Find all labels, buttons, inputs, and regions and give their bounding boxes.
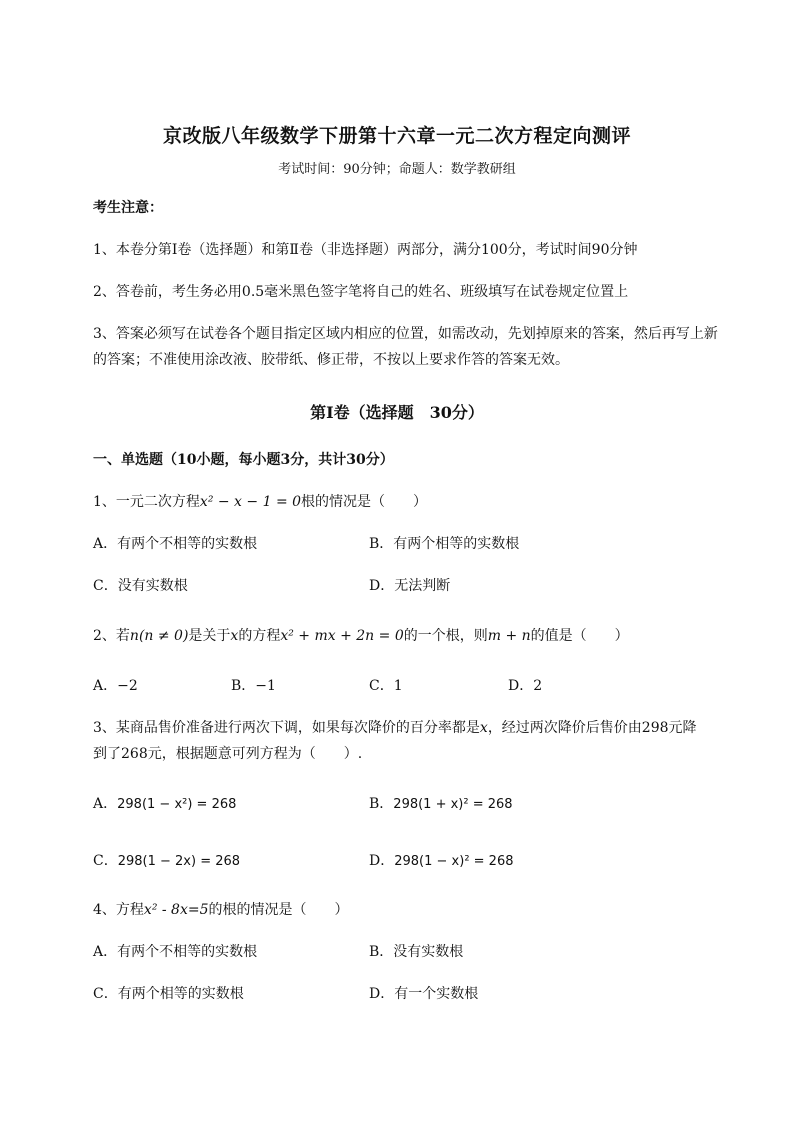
q3-option-d-equation: 298(1 − x)² = 268: [394, 854, 514, 869]
notice-item-2: 2、答卷前，考生务必用0.5毫米黑色签字笔将自己的姓名、班级填写在试卷规定位置上: [93, 284, 629, 300]
q3-option-b: [369, 794, 513, 815]
q3-text-2: ，经过两次降价后售价由298元降: [487, 720, 697, 736]
q4-text: 4、方程: [93, 902, 144, 918]
q2-math-4: m + n: [487, 628, 531, 644]
q1-option-a: A．有两个不相等的实数根: [93, 536, 258, 552]
q4-option-d: D．有一个实数根: [369, 986, 479, 1002]
q3-option-c-label: C．: [93, 853, 118, 869]
question-2-stem: [93, 626, 629, 646]
notice-item-3: 3、答案必须写在试卷各个题目指定区域内相应的位置，如需改动，先划掉原来的答案，然后再写上新: [93, 326, 718, 342]
q1-option-d: D．无法判断: [369, 578, 451, 594]
q3-option-a-label: A．: [93, 796, 118, 812]
q1-text: 1、一元二次方程: [93, 494, 200, 510]
question-3-stem-cont: 到了268元，根据题意可列方程为（ ）.: [93, 746, 363, 762]
q3-math: x: [479, 720, 488, 736]
question-1-stem: [93, 492, 427, 512]
q2-option-a: A．−2: [93, 678, 138, 694]
q2-text-2: 是关于: [188, 628, 231, 644]
q2-text-5: 的值是（ ）: [530, 628, 629, 644]
q1-equation: x² − x − 1 = 0: [199, 494, 302, 510]
notice-heading: 考生注意：: [93, 200, 163, 216]
q2-math-3: x² + mx + 2n = 0: [280, 628, 404, 644]
q3-option-d: [369, 851, 514, 872]
q4-option-b: B．没有实数根: [369, 944, 464, 960]
q3-option-d-label: D．: [369, 853, 395, 869]
notice-item-3-cont: 的答案；不准使用涂改液、胶带纸、修正带，不按以上要求作答的答案无效。: [93, 352, 569, 368]
q4-option-a: A．有两个不相等的实数根: [93, 944, 258, 960]
page-title: 京改版八年级数学下册第十六章一元二次方程定向测评: [162, 125, 631, 147]
q3-text-1: 3、某商品售价准备进行两次下调，如果每次降价的百分率都是: [93, 720, 480, 736]
q3-option-a-equation: 298(1 − x²) = 268: [117, 797, 237, 812]
question-4-stem: [93, 900, 349, 920]
q1-option-b: B．有两个相等的实数根: [369, 536, 520, 552]
part-heading: 一、单选题（10小题，每小题3分，共计30分）: [93, 452, 394, 468]
q1-option-c: C．没有实数根: [93, 578, 188, 594]
q4-option-c: C．有两个相等的实数根: [93, 986, 244, 1002]
q3-option-c-equation: 298(1 − 2x) = 268: [117, 854, 241, 869]
section-title: 第I卷（选择题 30分）: [310, 403, 484, 422]
q2-text-3: 的方程: [238, 628, 281, 644]
q1-text-end: 根的情况是（ ）: [301, 494, 428, 510]
q3-option-b-label: B．: [369, 796, 394, 812]
q4-equation: x² - 8x=5: [143, 902, 209, 918]
q3-option-a: [93, 794, 236, 815]
q2-option-b: B．−1: [231, 678, 276, 694]
q4-text-end: 的根的情况是（ ）: [208, 902, 349, 918]
q3-option-b-equation: 298(1 + x)² = 268: [393, 797, 513, 812]
q2-math-2: x: [230, 628, 239, 644]
notice-item-1: 1、本卷分第I卷（选择题）和第Ⅱ卷（非选择题）两部分，满分100分，考试时间90分钟: [93, 242, 638, 258]
q2-math-1: n(n ≠ 0): [129, 628, 189, 644]
q2-text-1: 2、若: [93, 628, 130, 644]
q2-text-4: 的一个根，则: [403, 628, 488, 644]
q2-option-c: C．1: [369, 678, 403, 694]
q3-option-c: [93, 851, 240, 872]
q2-option-d: D．2: [508, 678, 543, 694]
exam-info: 考试时间：90分钟；命题人：数学教研组: [278, 162, 516, 177]
question-3-stem: [93, 718, 697, 738]
